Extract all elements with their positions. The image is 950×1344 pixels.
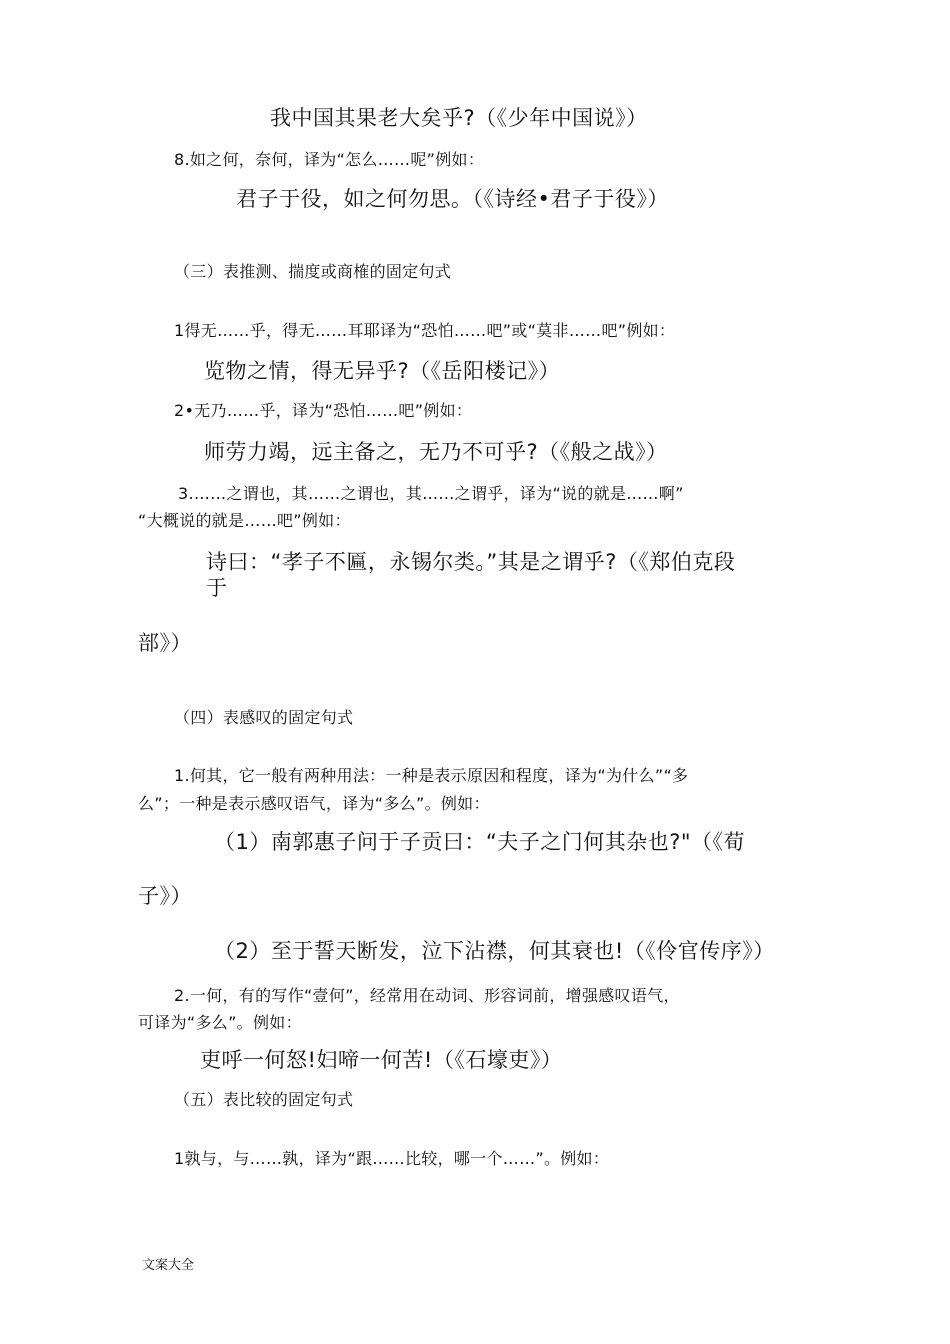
rule-line: 么”；一种是表示感叹语气，译为“多么”。例如： [138,794,490,813]
example-sentence: 子》） [138,884,192,908]
example-sentence: 览物之情，得无异乎?（《岳阳楼记》） [204,359,561,383]
rule-line: 3.……之谓也，其……之谓也，其……之谓乎，译为“说的就是……啊” [178,484,684,503]
example-sentence: 诗曰：“孝子不匾，永锡尔类。”其是之谓乎?（《郑伯克段 [206,550,736,574]
rule-line: 1.何其，它一般有两种用法：一种是表示原因和程度，译为“为什么”“多 [174,766,689,785]
example-sentence: 我中国其果老大矣乎?（《少年中国说》） [270,106,648,130]
section-heading: （四）表感叹的固定句式 [174,708,354,727]
section-heading: （三）表推测、揣度或商榷的固定句式 [174,262,452,281]
page-footer: 文案大全 [142,1258,195,1273]
rule-line: 2•无乃……乎，译为“恐怕……吧”例如： [174,401,473,420]
rule-line: “大概说的就是……吧”例如： [138,511,351,530]
section-heading: （五）表比较的固定句式 [174,1090,354,1109]
example-sentence: 于 [206,576,228,600]
example-sentence: 师劳力竭，远主备之，无乃不可乎?（《般之战》） [204,440,668,464]
rule-line: 可译为“多么”。例如： [138,1013,302,1032]
example-sentence: 吏呼一何怒!妇啼一何苦!（《石壕吏》） [200,1048,563,1072]
example-sentence: 部》） [138,631,192,655]
example-sentence: （2）至于誓天断发，泣下沾襟，何其衰也!（《伶官传序》） [214,939,775,963]
example-sentence: 君子于役，如之何勿思。（《诗经•君子于役》） [236,187,669,211]
rule-line: 1得无……乎，得无……耳耶译为“恐怕……吧”或“莫非……吧”例如： [174,321,676,340]
rule-line: 1孰与，与……孰，译为“跟……比较，哪一个……”。例如： [174,1149,610,1168]
rule-line: 2.一何，有的写作“壹何”，经常用在动词、形容词前，增强感叹语气， [174,986,680,1005]
example-sentence: （1）南郭惠子问于子贡曰：“夫子之门何其杂也?"（《荀 [214,830,746,854]
rule-line: 8.如之何，奈何，译为“怎么……呢”例如： [174,150,485,169]
